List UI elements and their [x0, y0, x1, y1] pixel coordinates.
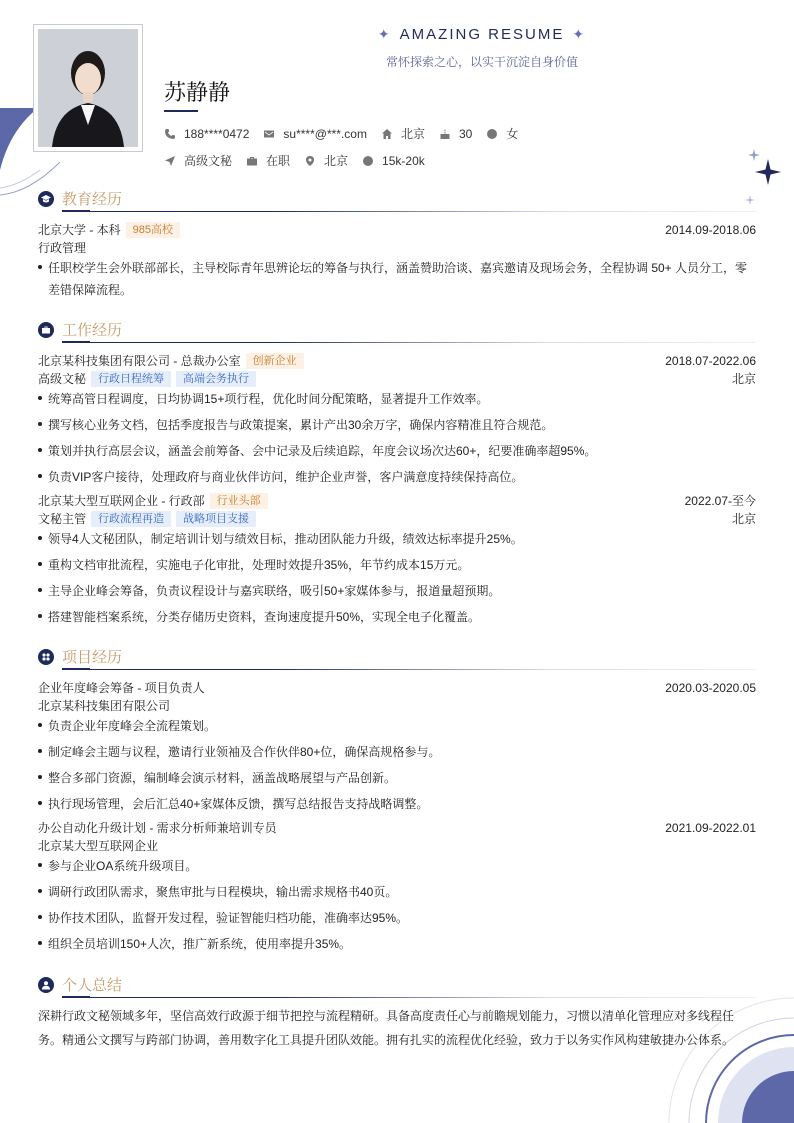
job-header-row: [38, 492, 756, 509]
summary-text: 深耕行政文秘领域多年，坚信高效行政源于细节把控与流程精研。具备高度责任心与前瞻规划能力，习惯以清单化管理应对多线程任务。精通公文撰写与跨部门协调，善用数字化工具提升团队效能。拥有扎实的流程优化经验，致力于以务实作风构建敏捷办公体系。: [38, 1009, 735, 1047]
job-role: 文秘主管: [38, 512, 87, 526]
gender-item: [486, 125, 518, 142]
section-summary: [38, 974, 756, 996]
list-item: 整合多部门资源，编制峰会演示材料，涵盖战略展望与产品创新。: [38, 767, 756, 789]
project-org-row: [38, 697, 756, 714]
location-icon: [304, 155, 316, 167]
list-item: 制定峰会主题与议程，邀请行业领袖及合作伙伴80+位，确保高规格参与。: [38, 741, 756, 763]
section-rule: [62, 669, 756, 670]
section-rule-accent: [62, 668, 90, 670]
job-role-row: [38, 510, 756, 527]
section-rule: [62, 997, 756, 998]
skill-tag: 行政日程统筹: [91, 371, 171, 387]
list-item: 主导企业峰会筹备，负责议程设计与嘉宾联络，吸引50+家媒体参与，报道量超预期。: [38, 580, 756, 602]
candidate-name: 苏静静: [164, 80, 231, 105]
send-icon: [164, 155, 176, 167]
city-text: 北京: [324, 154, 349, 168]
email-text: su****@***.com: [283, 126, 367, 141]
section-rule: [62, 342, 756, 343]
project-org-row: [38, 837, 756, 854]
status-item: [246, 152, 290, 169]
sparkle-icon: ✦: [377, 26, 392, 42]
hometown-text: 北京: [400, 127, 425, 141]
section-rule-accent: [62, 996, 90, 998]
job-role: 高级文秘: [38, 372, 87, 386]
briefcase-icon: [246, 155, 258, 167]
briefcase-icon: [38, 322, 54, 338]
company-tag: 行业头部: [210, 493, 268, 509]
list-item: 协作技术团队，监督开发过程，验证智能归档功能，准确率达95%。: [38, 907, 756, 929]
grid-icon: [38, 649, 54, 665]
age-item: [439, 127, 472, 141]
position-text: 高级文秘: [184, 154, 233, 168]
skill-tag: 高端会务执行: [176, 371, 256, 387]
list-item: 策划并执行高层会议，涵盖会前筹备、会中记录及后续追踪，年度会议场次达60+，纪要准确率超95%。: [38, 440, 756, 462]
phone-text: 188****0472: [184, 126, 250, 141]
section-rule: [62, 211, 756, 212]
section-title: 个人总结: [62, 977, 123, 994]
education-header-row: [38, 221, 756, 238]
email-item: [263, 127, 367, 141]
salary-text: 15k-20k: [382, 153, 425, 168]
age-text: 30: [458, 126, 473, 141]
job-date: 2018.07-2022.06: [665, 353, 756, 368]
gender-text: 女: [506, 127, 519, 141]
gender-icon: [486, 128, 498, 140]
education-major-row: [38, 239, 756, 256]
project-header-row: [38, 819, 756, 836]
contact-row: [164, 125, 532, 142]
list-item: 统筹高管日程调度，日均协调15+项行程，优化时间分配策略，显著提升工作效率。: [38, 388, 756, 410]
sparkle-icon: ✦: [572, 26, 587, 42]
list-item: 任职校学生会外联部部长，主导校际青年思辨论坛的筹备与执行，涵盖赞助洽谈、嘉宾邀请及现场会务，全程协调 50+ 人员分工，零差错保障流程。: [38, 257, 756, 301]
section-rule-accent: [62, 341, 90, 343]
company-name: 北京某大型互联网企业 - 行政部: [38, 494, 205, 508]
brand-title: [170, 26, 794, 43]
position-item: [164, 152, 232, 169]
section-title: 项目经历: [62, 649, 123, 666]
section-education: [38, 188, 756, 210]
project-name: 办公自动化升级计划 - 需求分析师兼培训专员: [38, 821, 277, 835]
home-item: [381, 125, 425, 142]
list-item: 领导4人文秘团队，制定培训计划与绩效目标，推动团队能力升级，绩效达标率提升25%。: [38, 528, 756, 550]
skill-tag: 行政流程再造: [91, 511, 171, 527]
list-item: 组织全员培训150+人次，推广新系统，使用率提升35%。: [38, 933, 756, 955]
job-header-row: [38, 352, 756, 369]
list-item: 撰写核心业务文档，包括季度报告与政策提案，累计产出30余万字，确保内容精准且符合规范。: [38, 414, 756, 436]
list-item: 负责VIP客户接待，处理政府与商业伙伴访问，维护企业声誉，客户满意度持续保持高位。: [38, 466, 756, 488]
status-text: 在职: [266, 154, 291, 168]
phone-icon: [164, 128, 176, 140]
job-date: 2022.07-至今: [684, 494, 756, 508]
user-icon: [38, 977, 54, 993]
mail-icon: [263, 128, 275, 140]
cake-icon: [439, 128, 451, 140]
company-tag: 创新企业: [246, 353, 304, 369]
home-icon: [381, 128, 393, 140]
major: 行政管理: [38, 241, 87, 255]
phone-item: [164, 127, 249, 141]
salary-icon: [362, 155, 374, 167]
project-name: 企业年度峰会筹备 - 项目负责人: [38, 681, 205, 695]
section-title: 工作经历: [62, 322, 123, 339]
slogan: 常怀探索之心，以实干沉淀自身价值: [385, 55, 578, 69]
list-item: 负责企业年度峰会全流程策划。: [38, 715, 756, 737]
education-date: 2014.09-2018.06: [665, 222, 756, 237]
list-item: 重构文档审批流程，实施电子化审批，处理时效提升35%，年节约成本15万元。: [38, 554, 756, 576]
school-name: 北京大学 - 本科: [38, 223, 121, 237]
brand-text: AMAZING RESUME: [399, 26, 565, 43]
photo-frame: [33, 24, 143, 152]
school-tag: 985高校: [126, 222, 180, 238]
project-date: 2020.03-2020.05: [665, 680, 756, 695]
job-role-row: [38, 370, 756, 387]
project-header-row: [38, 679, 756, 696]
name-underline: [164, 110, 198, 112]
list-item: 参与企业OA系统升级项目。: [38, 855, 756, 877]
avatar: [38, 29, 138, 147]
section-work: [38, 319, 756, 341]
city-item: [304, 152, 348, 169]
skill-tag: 战略项目支援: [176, 511, 256, 527]
salary-item: [362, 154, 425, 168]
company-name: 北京某科技集团有限公司 - 总裁办公室: [38, 354, 241, 368]
section-title: 教育经历: [62, 191, 123, 208]
job-city: 北京: [731, 372, 756, 386]
list-item: 调研行政团队需求，聚焦审批与日程模块，输出需求规格书40页。: [38, 881, 756, 903]
list-item: 执行现场管理，会后汇总40+家媒体反馈，撰写总结报告支持战略调整。: [38, 793, 756, 815]
project-org: 北京某科技集团有限公司: [38, 699, 171, 713]
job-city: 北京: [731, 512, 756, 526]
list-item: 搭建智能档案系统，分类存储历史资料，查询速度提升50%，实现全电子化覆盖。: [38, 606, 756, 628]
section-rule-accent: [62, 210, 90, 212]
project-date: 2021.09-2022.01: [665, 820, 756, 835]
section-projects: [38, 646, 756, 668]
project-org: 北京某大型互联网企业: [38, 839, 159, 853]
job-intent-row: [164, 152, 439, 169]
graduation-cap-icon: [38, 191, 54, 207]
